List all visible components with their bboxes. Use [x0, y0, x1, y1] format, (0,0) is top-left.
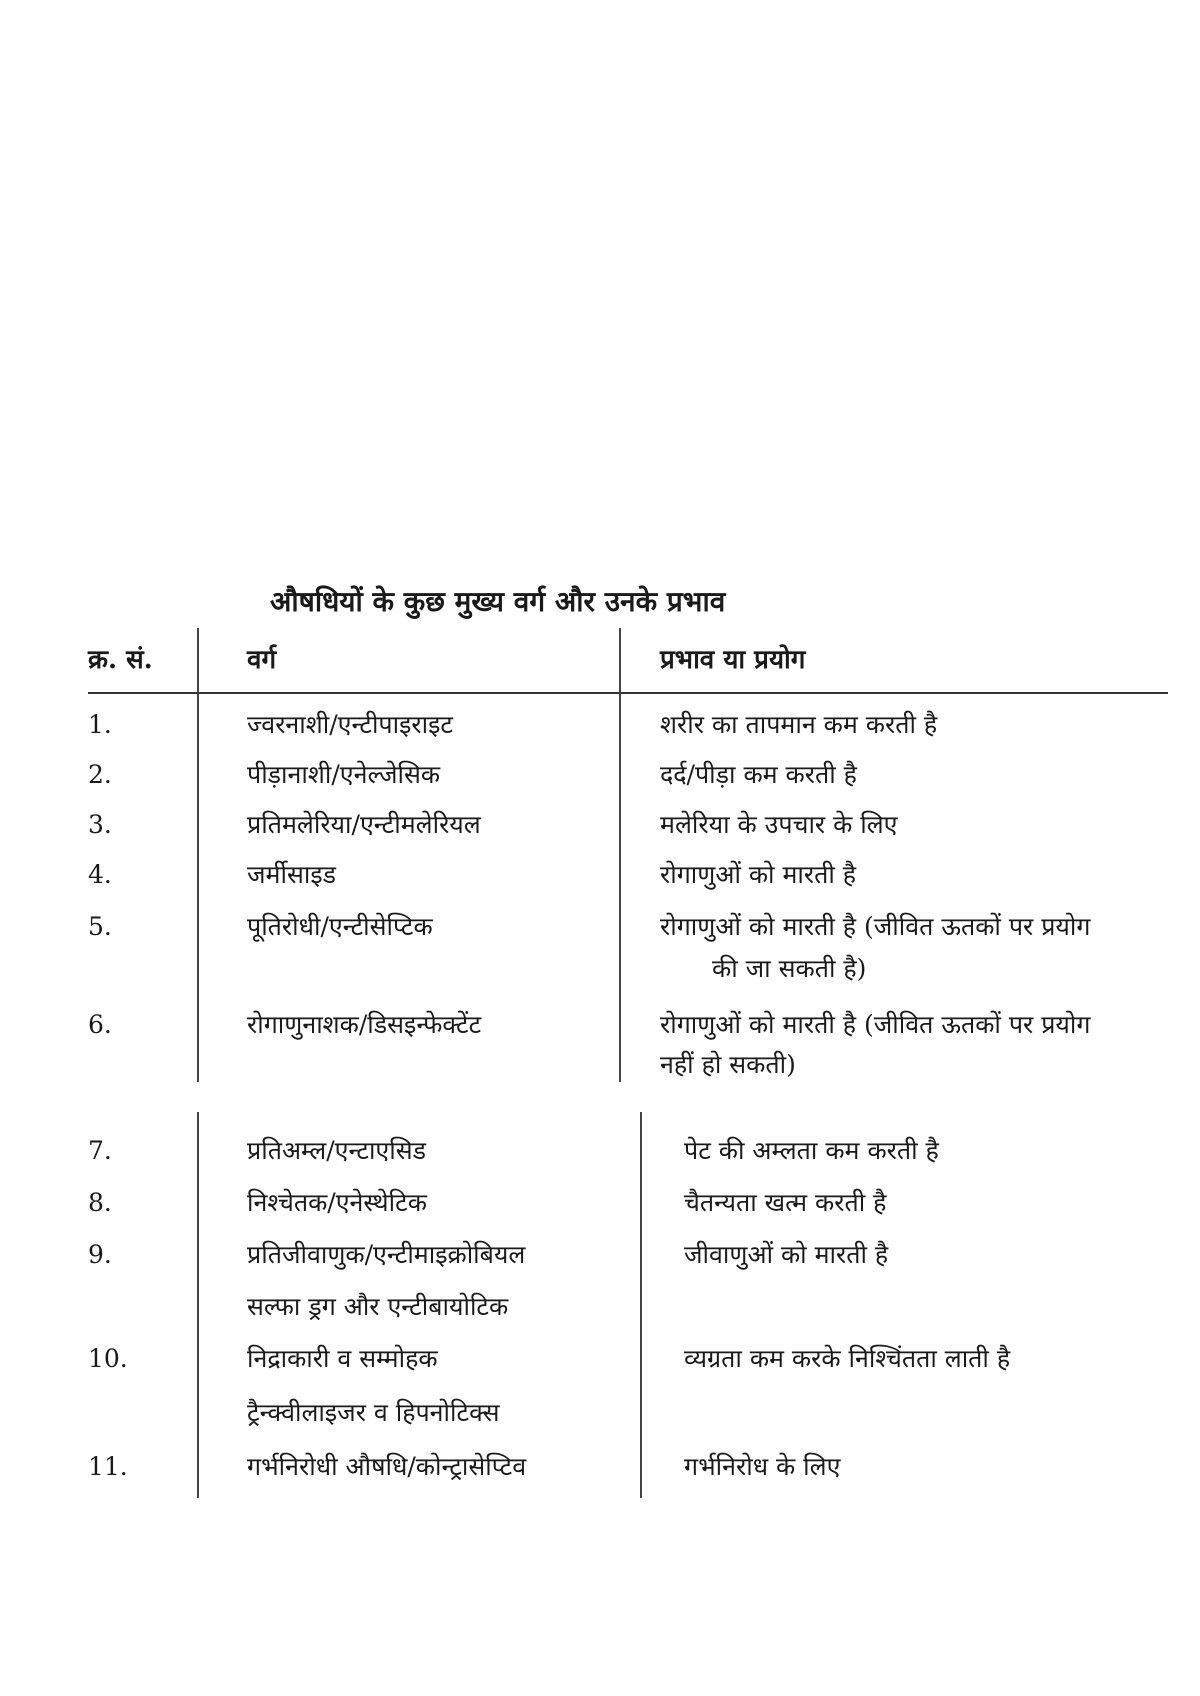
row-10-class-cont: ट्रैन्क्वीलाइजर व हिपनोटिक्स	[247, 1398, 500, 1427]
row-11-sno: 11.	[88, 1452, 128, 1481]
row-3-class: प्रतिमलेरिया/एन्टीमलेरियल	[247, 810, 481, 839]
row-7-sno: 7.	[88, 1136, 112, 1165]
row-8-class: निश्चेतक/एनेस्थेटिक	[247, 1188, 427, 1217]
row-3-effect: मलेरिया के उपचार के लिए	[660, 810, 898, 839]
row-6-effect: रोगाणुओं को मारती है (जीवित ऊतकों पर प्रयोग	[660, 1010, 1091, 1039]
row-1-sno: 1.	[88, 710, 112, 739]
header-sno: क्र. सं.	[88, 645, 153, 675]
row-9-sno: 9.	[88, 1240, 112, 1269]
row-8-effect: चैतन्यता खत्म करती है	[684, 1188, 887, 1217]
column-divider-2	[619, 628, 621, 1082]
row-2-class: पीड़ानाशी/एनेल्जेसिक	[247, 760, 441, 789]
row-3-sno: 3.	[88, 810, 112, 839]
row-5-effect: रोगाणुओं को मारती है (जीवित ऊतकों पर प्रयोग	[660, 912, 1091, 941]
header-rule	[88, 692, 1168, 694]
row-1-class: ज्वरनाशी/एन्टीपाइराइट	[247, 710, 453, 739]
row-2-effect: दर्द/पीड़ा कम करती है	[660, 760, 857, 789]
row-7-effect: पेट की अम्लता कम करती है	[684, 1136, 939, 1165]
row-5-sno: 5.	[88, 912, 112, 941]
row-4-sno: 4.	[88, 860, 112, 889]
row-5-effect-cont: की जा सकती है)	[712, 954, 867, 983]
row-10-class: निद्राकारी व सम्मोहक	[247, 1344, 438, 1373]
column-divider-4	[640, 1112, 642, 1498]
row-1-effect: शरीर का तापमान कम करती है	[660, 710, 938, 739]
row-11-effect: गर्भनिरोध के लिए	[684, 1452, 841, 1481]
row-9-class-cont: सल्फा ड्रग और एन्टीबायोटिक	[247, 1292, 509, 1321]
column-divider-1	[197, 628, 199, 1082]
row-6-sno: 6.	[88, 1010, 112, 1039]
row-7-class: प्रतिअम्ल/एन्टाएसिड	[247, 1136, 426, 1165]
row-6-class: रोगाणुनाशक/डिसइन्फेक्टेंट	[247, 1010, 482, 1039]
row-4-effect: रोगाणुओं को मारती है	[660, 860, 857, 889]
column-divider-3	[197, 1112, 199, 1498]
row-8-sno: 8.	[88, 1188, 112, 1217]
row-9-class: प्रतिजीवाणुक/एन्टीमाइक्रोबियल	[247, 1240, 526, 1269]
row-10-effect: व्यग्रता कम करके निश्चिंतता लाती है	[684, 1344, 1011, 1373]
row-4-class: जर्मीसाइड	[247, 860, 337, 889]
header-effect: प्रभाव या प्रयोग	[660, 645, 806, 675]
row-6-effect-cont: नहीं हो सकती)	[660, 1050, 796, 1079]
row-2-sno: 2.	[88, 760, 112, 789]
row-10-sno: 10.	[88, 1344, 128, 1373]
row-9-effect: जीवाणुओं को मारती है	[684, 1240, 889, 1269]
header-class: वर्ग	[247, 645, 277, 675]
row-5-class: पूतिरोधी/एन्टीसेप्टिक	[247, 912, 433, 941]
row-11-class: गर्भनिरोधी औषधि/कोन्ट्रासेप्टिव	[247, 1452, 527, 1481]
table-title: औषधियों के कुछ मुख्य वर्ग और उनके प्रभाव	[270, 585, 726, 618]
